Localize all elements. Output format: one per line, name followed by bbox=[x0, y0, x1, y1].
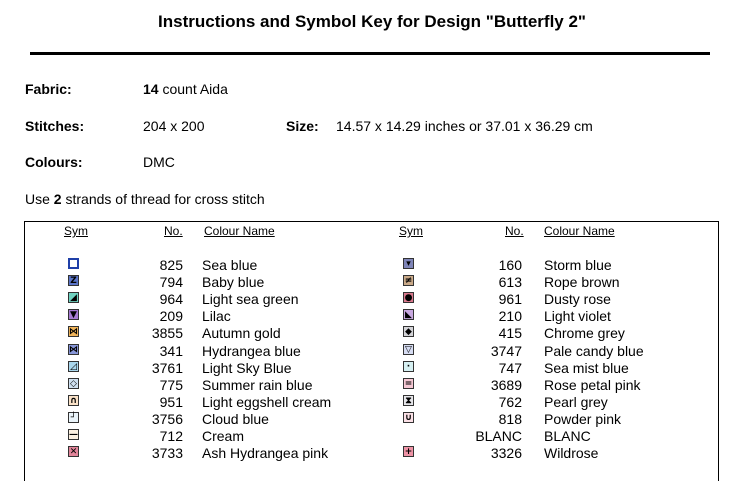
x-icon: ✕ bbox=[69, 447, 78, 458]
size-label: Size: bbox=[286, 118, 319, 134]
left-colour-number: 3756 bbox=[151, 410, 183, 427]
note-post: strands of thread for cross stitch bbox=[65, 191, 265, 207]
title-divider bbox=[30, 52, 710, 55]
left-colour-number: 209 bbox=[159, 308, 183, 325]
cup-icon: ∪ bbox=[404, 412, 413, 423]
left-colour-number: 712 bbox=[159, 428, 183, 444]
fabric-value bbox=[143, 81, 228, 97]
left-colour-name: Lilac bbox=[202, 308, 231, 325]
corner-triangle-icon: ◣ bbox=[403, 309, 414, 320]
arch-icon: ∩ bbox=[69, 395, 78, 406]
stitches-value: 204 x 200 bbox=[143, 118, 205, 134]
right-colour-number: 3747 bbox=[490, 342, 522, 359]
diamond-outline-icon: ◇ bbox=[68, 378, 79, 389]
left-colour-name: Cream bbox=[202, 428, 245, 444]
down-triangle-outline-icon: ▽ bbox=[403, 344, 414, 355]
equals-icon: = bbox=[404, 378, 413, 389]
shield-icon: ▾ bbox=[403, 258, 414, 269]
right-colour-name: Wildrose bbox=[544, 445, 599, 462]
left-colour-name: Light Sky Blue bbox=[202, 359, 292, 376]
right-colour-number: 415 bbox=[498, 325, 522, 342]
left-sym-header: Sym bbox=[64, 224, 88, 238]
left-colour-name: Sea blue bbox=[202, 257, 258, 273]
hash-icon: ≠ bbox=[404, 276, 413, 287]
left-colour-number: 341 bbox=[159, 342, 183, 359]
diamond-icon: ◆ bbox=[403, 326, 414, 337]
left-name-header: Colour Name bbox=[204, 224, 275, 238]
fabric-count: 14 bbox=[143, 81, 159, 97]
bowtie-icon: ⋈ bbox=[69, 344, 78, 355]
left-colour-name: Ash Hydrangea pink bbox=[202, 445, 329, 462]
right-colour-number: 210 bbox=[498, 308, 522, 325]
strands-note bbox=[25, 191, 265, 207]
right-colour-number: 762 bbox=[498, 393, 522, 410]
left-colour-number: 3855 bbox=[151, 325, 183, 342]
left-colour-number: 3733 bbox=[151, 445, 183, 462]
z-glyph-icon: Z bbox=[68, 275, 79, 286]
left-colour-name: Summer rain blue bbox=[202, 376, 313, 393]
right-colour-name: Storm blue bbox=[544, 257, 612, 273]
right-colour-name: Pale candy blue bbox=[544, 342, 644, 359]
dash-icon: — bbox=[69, 430, 78, 440]
left-colour-name: Light eggshell cream bbox=[202, 393, 332, 410]
colours-value: DMC bbox=[143, 154, 175, 170]
right-colour-number: 3689 bbox=[490, 376, 522, 393]
page-title: Instructions and Symbol Key for Design "Butterfly 2" bbox=[158, 12, 586, 31]
size-value: 14.57 x 14.29 inches or 37.01 x 36.29 cm bbox=[336, 118, 593, 134]
right-name-header: Colour Name bbox=[544, 224, 615, 238]
note-strands: 2 bbox=[53, 191, 62, 207]
square-outline-icon bbox=[68, 258, 79, 269]
right-colour-name: Pearl grey bbox=[544, 393, 608, 410]
right-colour-name: Rose petal pink bbox=[544, 376, 641, 393]
plus-icon: + bbox=[404, 447, 413, 458]
left-colour-name: Cloud blue bbox=[202, 410, 269, 427]
left-colour-number: 794 bbox=[159, 274, 183, 291]
right-colour-name: Powder pink bbox=[544, 410, 622, 427]
right-colour-number: 818 bbox=[498, 410, 522, 427]
left-colour-name: Light sea green bbox=[202, 291, 299, 308]
left-colour-name: Baby blue bbox=[202, 274, 265, 291]
right-colour-number: BLANC bbox=[475, 428, 522, 444]
bowtie-icon: ⋈ bbox=[69, 327, 78, 338]
left-colour-number: 775 bbox=[159, 376, 183, 393]
right-colour-number: 3326 bbox=[490, 445, 522, 462]
right-no-header: No. bbox=[505, 224, 524, 238]
triangle-outline-icon: ◿ bbox=[68, 361, 79, 372]
right-colour-name: Dusty rose bbox=[544, 291, 611, 308]
left-colour-name: Hydrangea blue bbox=[202, 342, 301, 359]
down-triangle-icon: ▼ bbox=[68, 309, 79, 320]
fabric-label: Fabric: bbox=[25, 81, 72, 97]
colours-label: Colours: bbox=[25, 154, 83, 170]
stitches-label: Stitches: bbox=[25, 118, 85, 134]
right-colour-number: 747 bbox=[498, 359, 522, 376]
left-colour-number: 3761 bbox=[151, 359, 183, 376]
left-colour-number: 951 bbox=[159, 393, 183, 410]
right-colour-number: 160 bbox=[498, 257, 522, 273]
right-colour-name: BLANC bbox=[544, 428, 591, 444]
triangle-icon: ◢ bbox=[68, 292, 79, 303]
dot-icon: ● bbox=[404, 293, 413, 304]
left-colour-name: Autumn gold bbox=[202, 325, 281, 342]
hourglass-icon: ⧗ bbox=[403, 395, 414, 406]
left-no-header: No. bbox=[164, 224, 183, 238]
right-colour-number: 613 bbox=[498, 274, 522, 291]
right-colour-number: 961 bbox=[498, 291, 522, 308]
right-colour-name: Chrome grey bbox=[544, 325, 625, 342]
small-dot-icon: · bbox=[403, 361, 414, 372]
left-colour-number: 964 bbox=[159, 291, 183, 308]
note-pre: Use bbox=[25, 191, 50, 207]
left-colour-number: 825 bbox=[159, 257, 183, 273]
fabric-rest: count Aida bbox=[162, 81, 228, 97]
right-sym-header: Sym bbox=[399, 224, 423, 238]
right-colour-name: Sea mist blue bbox=[544, 359, 629, 376]
blank-icon bbox=[403, 429, 414, 440]
right-colour-name: Light violet bbox=[544, 308, 611, 325]
corner-icon: ┘ bbox=[68, 412, 79, 423]
right-colour-name: Rope brown bbox=[544, 274, 620, 291]
